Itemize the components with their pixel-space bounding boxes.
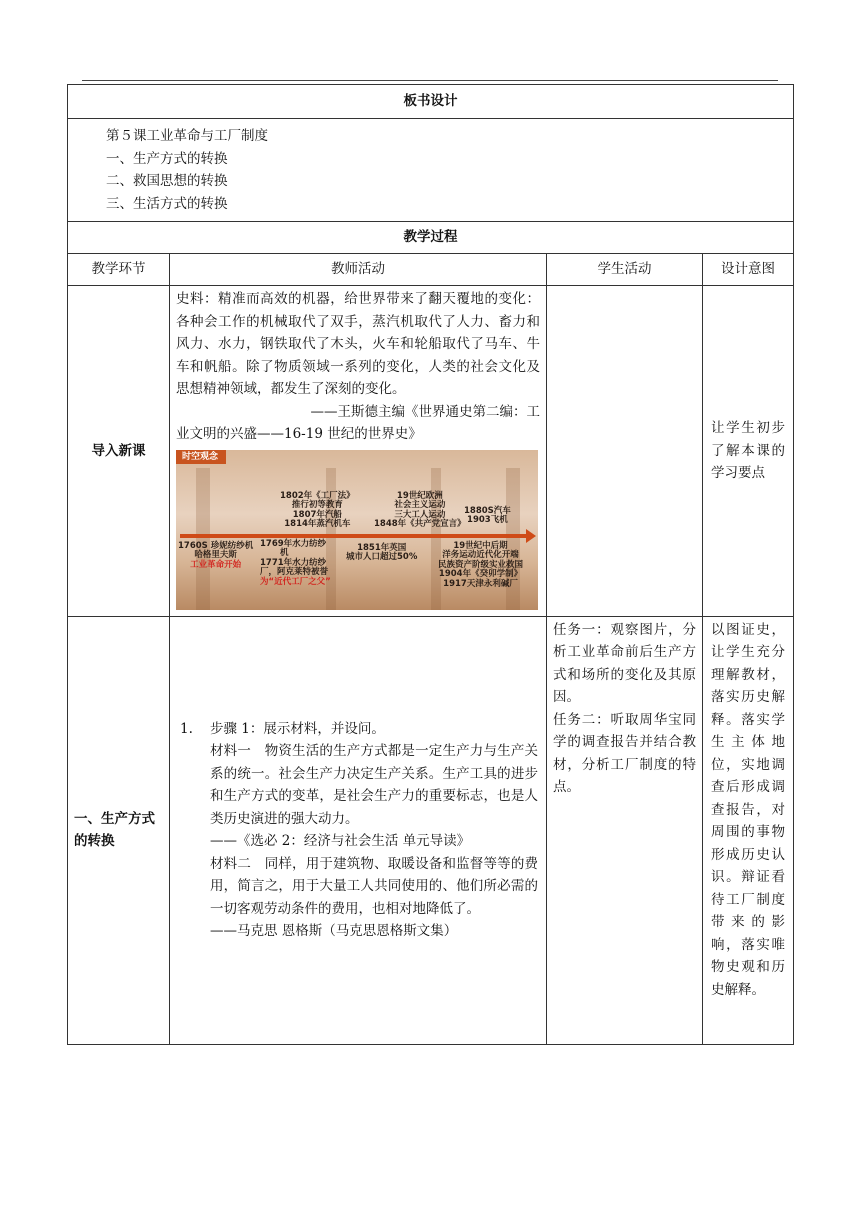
board-design-header: 板书设计 (68, 85, 794, 119)
student-activity-intro (547, 286, 703, 617)
board-line-title: 第５课工业革命与工厂制度 (106, 128, 268, 144)
col-header-stage: 教学环节 (68, 254, 170, 286)
timeline-1851: 1851年英国 城市人口超过50% (346, 542, 418, 562)
material-2: 材料二 同样，用于建筑物、取暖设备和监督等等的费用，简言之，用于大量工人共同使用的、他们所必需的一切客观劳动条件的费用，也相对地降低了。 (210, 855, 538, 917)
citation-line-1: ——王斯德主编《世界通史第二编：工 (310, 403, 540, 420)
board-line-3: 三、生活方式的转换 (106, 195, 228, 212)
timeline-1769: 1769年水力纺纱 机 1771年水力纺纱 厂，阿克莱特被誉 为“近代工厂之父” (260, 538, 331, 587)
col-header-intent: 设计意图 (703, 254, 794, 286)
material-1-source: ——《选必 2：经济与社会生活 单元导读》 (210, 833, 471, 849)
timeline-1880s: 1880S汽车 1903飞机 (464, 505, 511, 525)
step-1: 1. 步骤 1：展示材料，并设问。 (180, 720, 385, 737)
stage-intro: 导入新课 (68, 286, 170, 617)
citation-line-2: 业文明的兴盛——16-19 世纪的世界史》 (176, 426, 422, 442)
teacher-activity-production (170, 616, 547, 1044)
stage-production-mode: 一、生产方式 的转换 (68, 616, 170, 1044)
col-header-teacher: 教师活动 (170, 254, 547, 286)
col-header-student: 学生活动 (547, 254, 703, 286)
board-line-2: 二、救国思想的转换 (106, 173, 228, 189)
timeline-19c-late: 19世纪中后期 洋务运动近代化开端 民族资产阶级实业救国 1904年《癸卯学制》 1917天津永利碱厂 (438, 540, 524, 589)
material-2-source: ——马克思 恩格斯（马克思恩格斯文集） (210, 923, 458, 939)
teacher-activity-intro (170, 286, 547, 617)
teaching-process-header: 教学过程 (68, 222, 794, 254)
header-rule (82, 80, 778, 81)
material-1: 材料一 物资生活的生产方式都是一定生产力与生产关系的统一。社会生产力决定生产关系。生产工具的进步和生产方式的变革，是社会生产力的重要标志，也是人类历史演进的强大动力。 (210, 743, 538, 827)
timeline-1802: 1802年《工厂法》 推行初等教育 1807年汽船 1814年蒸汽机车 (280, 490, 355, 529)
board-design-content (68, 119, 794, 222)
timeline-1760s: 1760S 珍妮纺纱机 哈格里夫斯 工业革命开始 (178, 540, 254, 570)
board-line-1: 一、生产方式的转换 (106, 150, 228, 167)
timeline-19c-europe: 19世纪欧洲 社会主义运动 三大工人运动 1848年《共产党宣言》 (374, 490, 466, 529)
timeline-arrow (180, 534, 528, 538)
design-intent-intro: 让学生初步了解本课的学习要点 (703, 286, 794, 617)
source-text: 史料：精准而高效的机器，给世界带来了翻天覆地的变化：各种会工作的机械取代了双手，蒸汽机取代了人力、畜力和风力、水力，钢铁取代了木头，火车和轮船取代了马车、牛车和帆船。除了物质领域一系列的变化，人类的社会文化及思想精神领域，都发生了深刻的变化。 (176, 291, 540, 397)
task-2: 任务二：听取周华宝同学的调查报告并结合教材，分析工厂制度的特点。 (553, 711, 696, 795)
task-1: 任务一：观察图片，分析工业革命前后生产方式和场所的变化及其原因。 (553, 621, 696, 705)
student-activity-production (547, 616, 703, 1044)
timeline-arrowhead (526, 529, 536, 543)
design-intent-production: 以图证史，让学生充分理解教材，落实历史解释。落实学生主体地位，实地调查后形成调查报告，对周围的事物形成历史认识。辩证看待工厂制度带来的影响，落实唯物史观和历史解释。 (703, 616, 794, 1044)
timeline-image (176, 450, 538, 610)
timeline-tag: 时空观念 (176, 450, 226, 464)
lesson-plan-table (67, 84, 794, 1045)
